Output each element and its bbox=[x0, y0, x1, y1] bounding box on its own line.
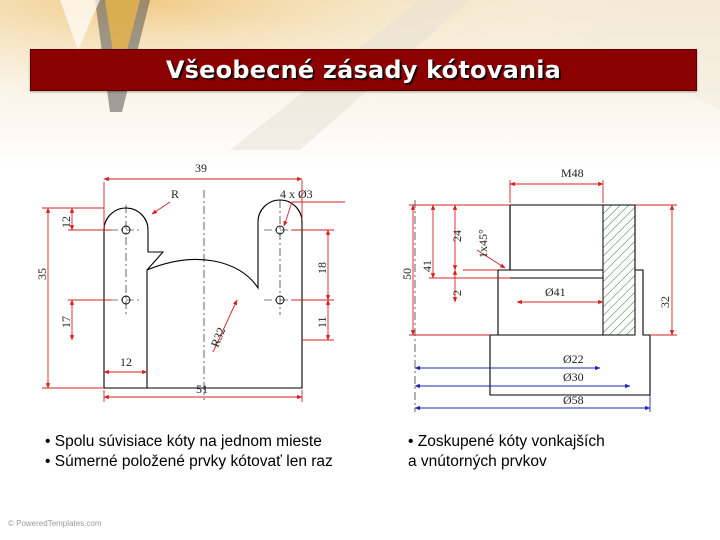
dim-32: 32 bbox=[658, 296, 672, 308]
bullet-item: a vnútorných prvkov bbox=[408, 453, 547, 470]
dim-12-horizontal: 12 bbox=[120, 355, 132, 369]
dim-o30: Ø30 bbox=[563, 370, 584, 384]
dim-chamfer: 1x45° bbox=[476, 229, 490, 258]
dim-17: 17 bbox=[59, 316, 73, 328]
holes bbox=[122, 226, 284, 304]
dim-o22: Ø22 bbox=[563, 352, 584, 366]
bullet-item: • Súmerné položené prvky kótovať len raz bbox=[45, 453, 333, 470]
center-lines bbox=[110, 190, 296, 400]
dim-35: 35 bbox=[35, 268, 49, 280]
right-bullet-list bbox=[408, 432, 605, 472]
dim-2: 2 bbox=[450, 290, 464, 296]
diameter-lines bbox=[415, 368, 650, 412]
part-section bbox=[490, 205, 650, 395]
dim-18: 18 bbox=[315, 262, 329, 274]
bullet-item: • Spolu súvisiace kóty na jednom mieste bbox=[45, 433, 322, 450]
dim-51: 51 bbox=[196, 382, 208, 396]
dimension-text bbox=[35, 161, 329, 396]
bullet-item: • Zoskupené kóty vonkajších bbox=[408, 433, 605, 450]
part-outline bbox=[104, 200, 302, 388]
dim-50: 50 bbox=[400, 268, 414, 280]
dim-11: 11 bbox=[315, 316, 329, 328]
dimension-lines bbox=[409, 180, 677, 335]
dim-39: 39 bbox=[195, 161, 207, 175]
title-bar bbox=[30, 49, 697, 91]
right-technical-drawing bbox=[395, 150, 680, 422]
dim-r: R bbox=[171, 187, 180, 201]
dim-holes: 4 x Ø3 bbox=[280, 187, 313, 201]
left-technical-drawing bbox=[30, 150, 350, 405]
dim-41: 41 bbox=[420, 260, 434, 272]
left-bullet-list bbox=[45, 432, 333, 472]
dim-o58: Ø58 bbox=[563, 393, 584, 407]
footer-watermark: © PoweredTemplates.com bbox=[8, 519, 102, 528]
dim-24: 24 bbox=[450, 230, 464, 242]
dim-r32: R32 bbox=[207, 325, 229, 350]
dim-o41: Ø41 bbox=[545, 285, 566, 299]
dim-m48: M48 bbox=[561, 166, 584, 180]
slide-title: Všeobecné zásady kótovania bbox=[165, 56, 562, 84]
dim-12-vertical: 12 bbox=[59, 216, 73, 228]
